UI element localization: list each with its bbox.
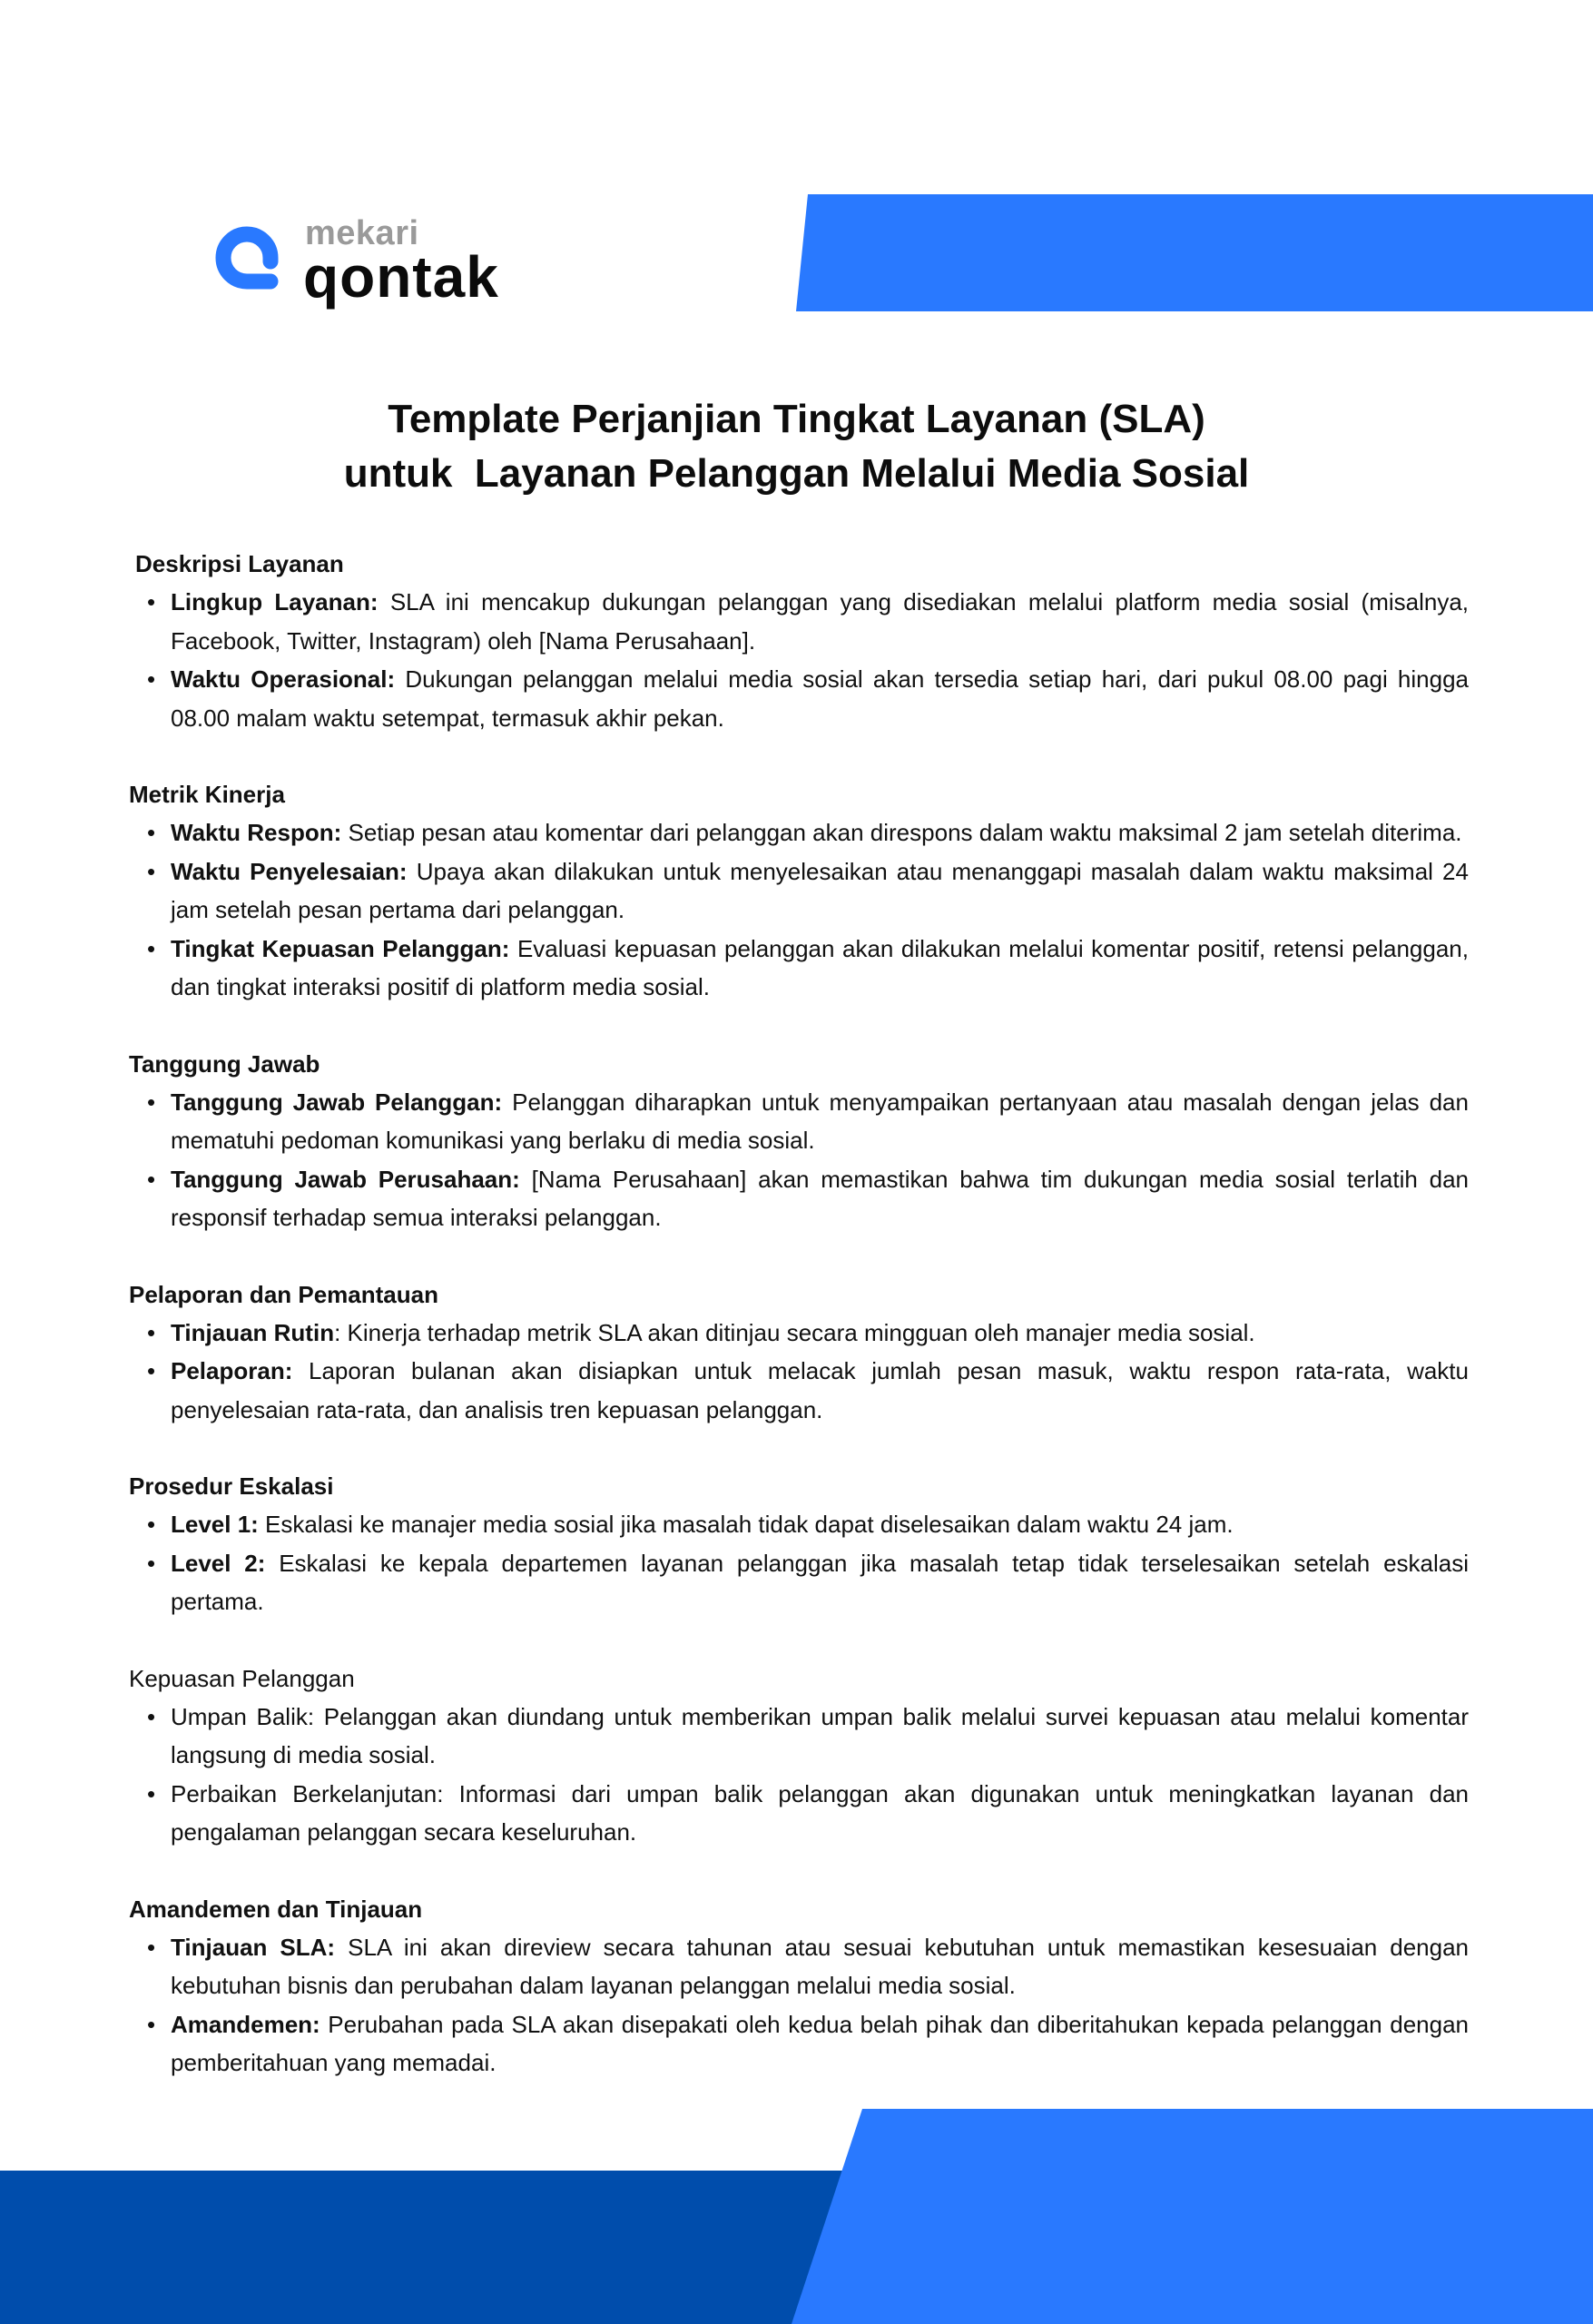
item-label: Tanggung Jawab Perusahaan: [171, 1165, 520, 1193]
item-text: Pelanggan diharapkan untuk menyampaikan pertanyaan atau masalah dengan jelas dan mematuhi pedoman komunikasi yang berlaku di media sosial. [171, 1088, 1469, 1154]
item-label: Waktu Penyelesaian: [171, 857, 408, 885]
list-item [129, 2005, 1469, 2083]
list-item [129, 1775, 1469, 1852]
list-item [129, 1698, 1469, 1775]
qontak-logo-mark-icon [211, 222, 283, 294]
bullet-icon: • [147, 1702, 156, 1730]
footer-decorative-band [0, 2109, 1593, 2324]
item-text: Eskalasi ke kepala departemen layanan pelanggan jika masalah tetap tidak terselesaikan setelah eskalasi pertama. [171, 1549, 1469, 1615]
item-label: Waktu Operasional: [171, 665, 396, 693]
bullet-icon: • [147, 1933, 156, 1961]
item-label: Amandemen: [171, 2010, 320, 2038]
bullet-icon: • [147, 1511, 156, 1538]
list-item [129, 583, 1469, 660]
section-deskripsi-layanan [129, 545, 1469, 737]
section-heading: Kepuasan Pelanggan [129, 1664, 355, 1692]
item-text: Laporan bulanan akan disiapkan untuk melacak jumlah pesan masuk, waktu respon rata-rata, waktu penyelesaian rata-rata, dan analisis tren kepuasan pelanggan. [171, 1357, 1469, 1423]
bullet-icon: • [147, 1779, 156, 1807]
item-text: Perubahan pada SLA akan disepakati oleh kedua belah pihak dan diberitahukan kepada pelanggan dengan pemberitahuan yang memadai. [171, 2010, 1469, 2076]
list-item [129, 930, 1469, 1007]
section-heading: Tanggung Jawab [129, 1049, 320, 1078]
list-item [129, 660, 1469, 737]
section-heading: Prosedur Eskalasi [129, 1472, 334, 1500]
section-heading: Deskripsi Layanan [135, 550, 344, 577]
section-amandemen-dan-tinjauan [129, 1890, 1469, 2083]
item-text: SLA ini mencakup dukungan pelanggan yang disediakan melalui platform media sosial (misalnya, Facebook, Twitter, Instagram) oleh [Nama Perusahaan]. [171, 588, 1470, 655]
bullet-icon: • [147, 1165, 156, 1193]
footer-blue-parallelogram [792, 2109, 1593, 2324]
item-label: Lingkup Layanan: [171, 588, 379, 615]
list-item [129, 813, 1469, 852]
item-text: Evaluasi kepuasan pelanggan akan dilakukan melalui komentar positif, retensi pelanggan, dan tingkat interaksi positif di platform media sosial. [171, 934, 1469, 1000]
section-heading: Metrik Kinerja [129, 781, 285, 808]
list-item [129, 1352, 1469, 1429]
item-text: SLA ini akan direview secara tahunan atau sesuai kebutuhan untuk memastikan kesesuaian dengan kebutuhan bisnis dan perubahan dalam layanan pelanggan melalui media sosial. [171, 1933, 1470, 1999]
item-text: Perbaikan Berkelanjutan: Informasi dari umpan balik pelanggan akan digunakan untuk meningkatkan layanan dan pengalaman pelanggan secara keseluruhan. [171, 1779, 1469, 1846]
bullet-icon: • [147, 2010, 156, 2038]
bullet-icon: • [147, 857, 156, 885]
item-label: Level 1: [171, 1511, 259, 1538]
item-label: Tinjauan SLA: [171, 1933, 336, 1961]
list-item [129, 1544, 1469, 1621]
section-tanggung-jawab [129, 1045, 1469, 1237]
brand-logo [211, 214, 519, 314]
item-label: Pelaporan: [171, 1357, 293, 1384]
item-text: Setiap pesan atau komentar dari pelanggan akan direspons dalam waktu maksimal 2 jam setelah diterima. [341, 819, 1462, 846]
section-heading: Amandemen dan Tinjauan [129, 1895, 423, 1923]
item-text: [Nama Perusahaan] akan memastikan bahwa tim dukungan media sosial terlatih dan responsif terhadap semua interaksi pelanggan. [171, 1165, 1470, 1231]
bullet-icon: • [147, 665, 156, 693]
bullet-icon: • [147, 1318, 156, 1346]
list-item [129, 1083, 1469, 1160]
item-label: Tingkat Kepuasan Pelanggan: [171, 934, 510, 962]
list-item [129, 1928, 1469, 2005]
section-metrik-kinerja [129, 775, 1469, 1007]
footer-dark-blue-bar [0, 2171, 844, 2324]
item-text: Dukungan pelanggan melalui media sosial akan tersedia setiap hari, dari pukul 08.00 pagi hingga 08.00 malam waktu setempat, termasuk akhir pekan. [171, 665, 1469, 732]
bullet-icon: • [147, 1357, 156, 1384]
section-prosedur-eskalasi [129, 1467, 1469, 1621]
list-item [129, 1160, 1469, 1237]
bullet-icon: • [147, 819, 156, 846]
section-pelaporan-dan-pemantauan [129, 1275, 1469, 1430]
bullet-icon: • [147, 1088, 156, 1116]
section-heading: Pelaporan dan Pemantauan [129, 1280, 438, 1308]
header-blue-parallelogram [796, 194, 1593, 311]
document-body [129, 545, 1469, 2121]
title-line-2: untuk Layanan Pelanggan Melalui Media Sosial [343, 451, 1250, 496]
item-text: Upaya akan dilakukan untuk menyelesaikan atau menanggapi masalah dalam waktu maksimal 24 jam setelah pesan pertama dari pelanggan. [171, 857, 1469, 923]
list-item [129, 1314, 1469, 1353]
section-kepuasan-pelanggan [129, 1659, 1469, 1852]
bullet-icon: • [147, 934, 156, 962]
item-label: Tanggung Jawab Pelanggan: [171, 1088, 503, 1116]
item-text: Eskalasi ke manajer media sosial jika masalah tidak dapat diselesaikan dalam waktu 24 jam. [258, 1511, 1234, 1538]
logo-parent-brand: mekari [305, 214, 419, 252]
bullet-icon: • [147, 588, 156, 615]
item-label: Level 2: [171, 1549, 266, 1577]
document-title [0, 392, 1593, 501]
list-item [129, 1505, 1469, 1544]
list-item [129, 852, 1469, 930]
bullet-icon: • [147, 1549, 156, 1577]
item-label: Tinjauan Rutin [171, 1318, 335, 1346]
item-text: : Kinerja terhadap metrik SLA akan ditinjau secara mingguan oleh manajer media sosial. [334, 1318, 1255, 1346]
item-text: Umpan Balik: Pelanggan akan diundang untuk memberikan umpan balik melalui survei kepuasan atau melalui komentar langsung di media sosial. [171, 1702, 1469, 1768]
title-line-1: Template Perjanjian Tingkat Layanan (SLA) [388, 397, 1205, 441]
logo-product-name: qontak [303, 244, 499, 310]
item-label: Waktu Respon: [171, 819, 342, 846]
